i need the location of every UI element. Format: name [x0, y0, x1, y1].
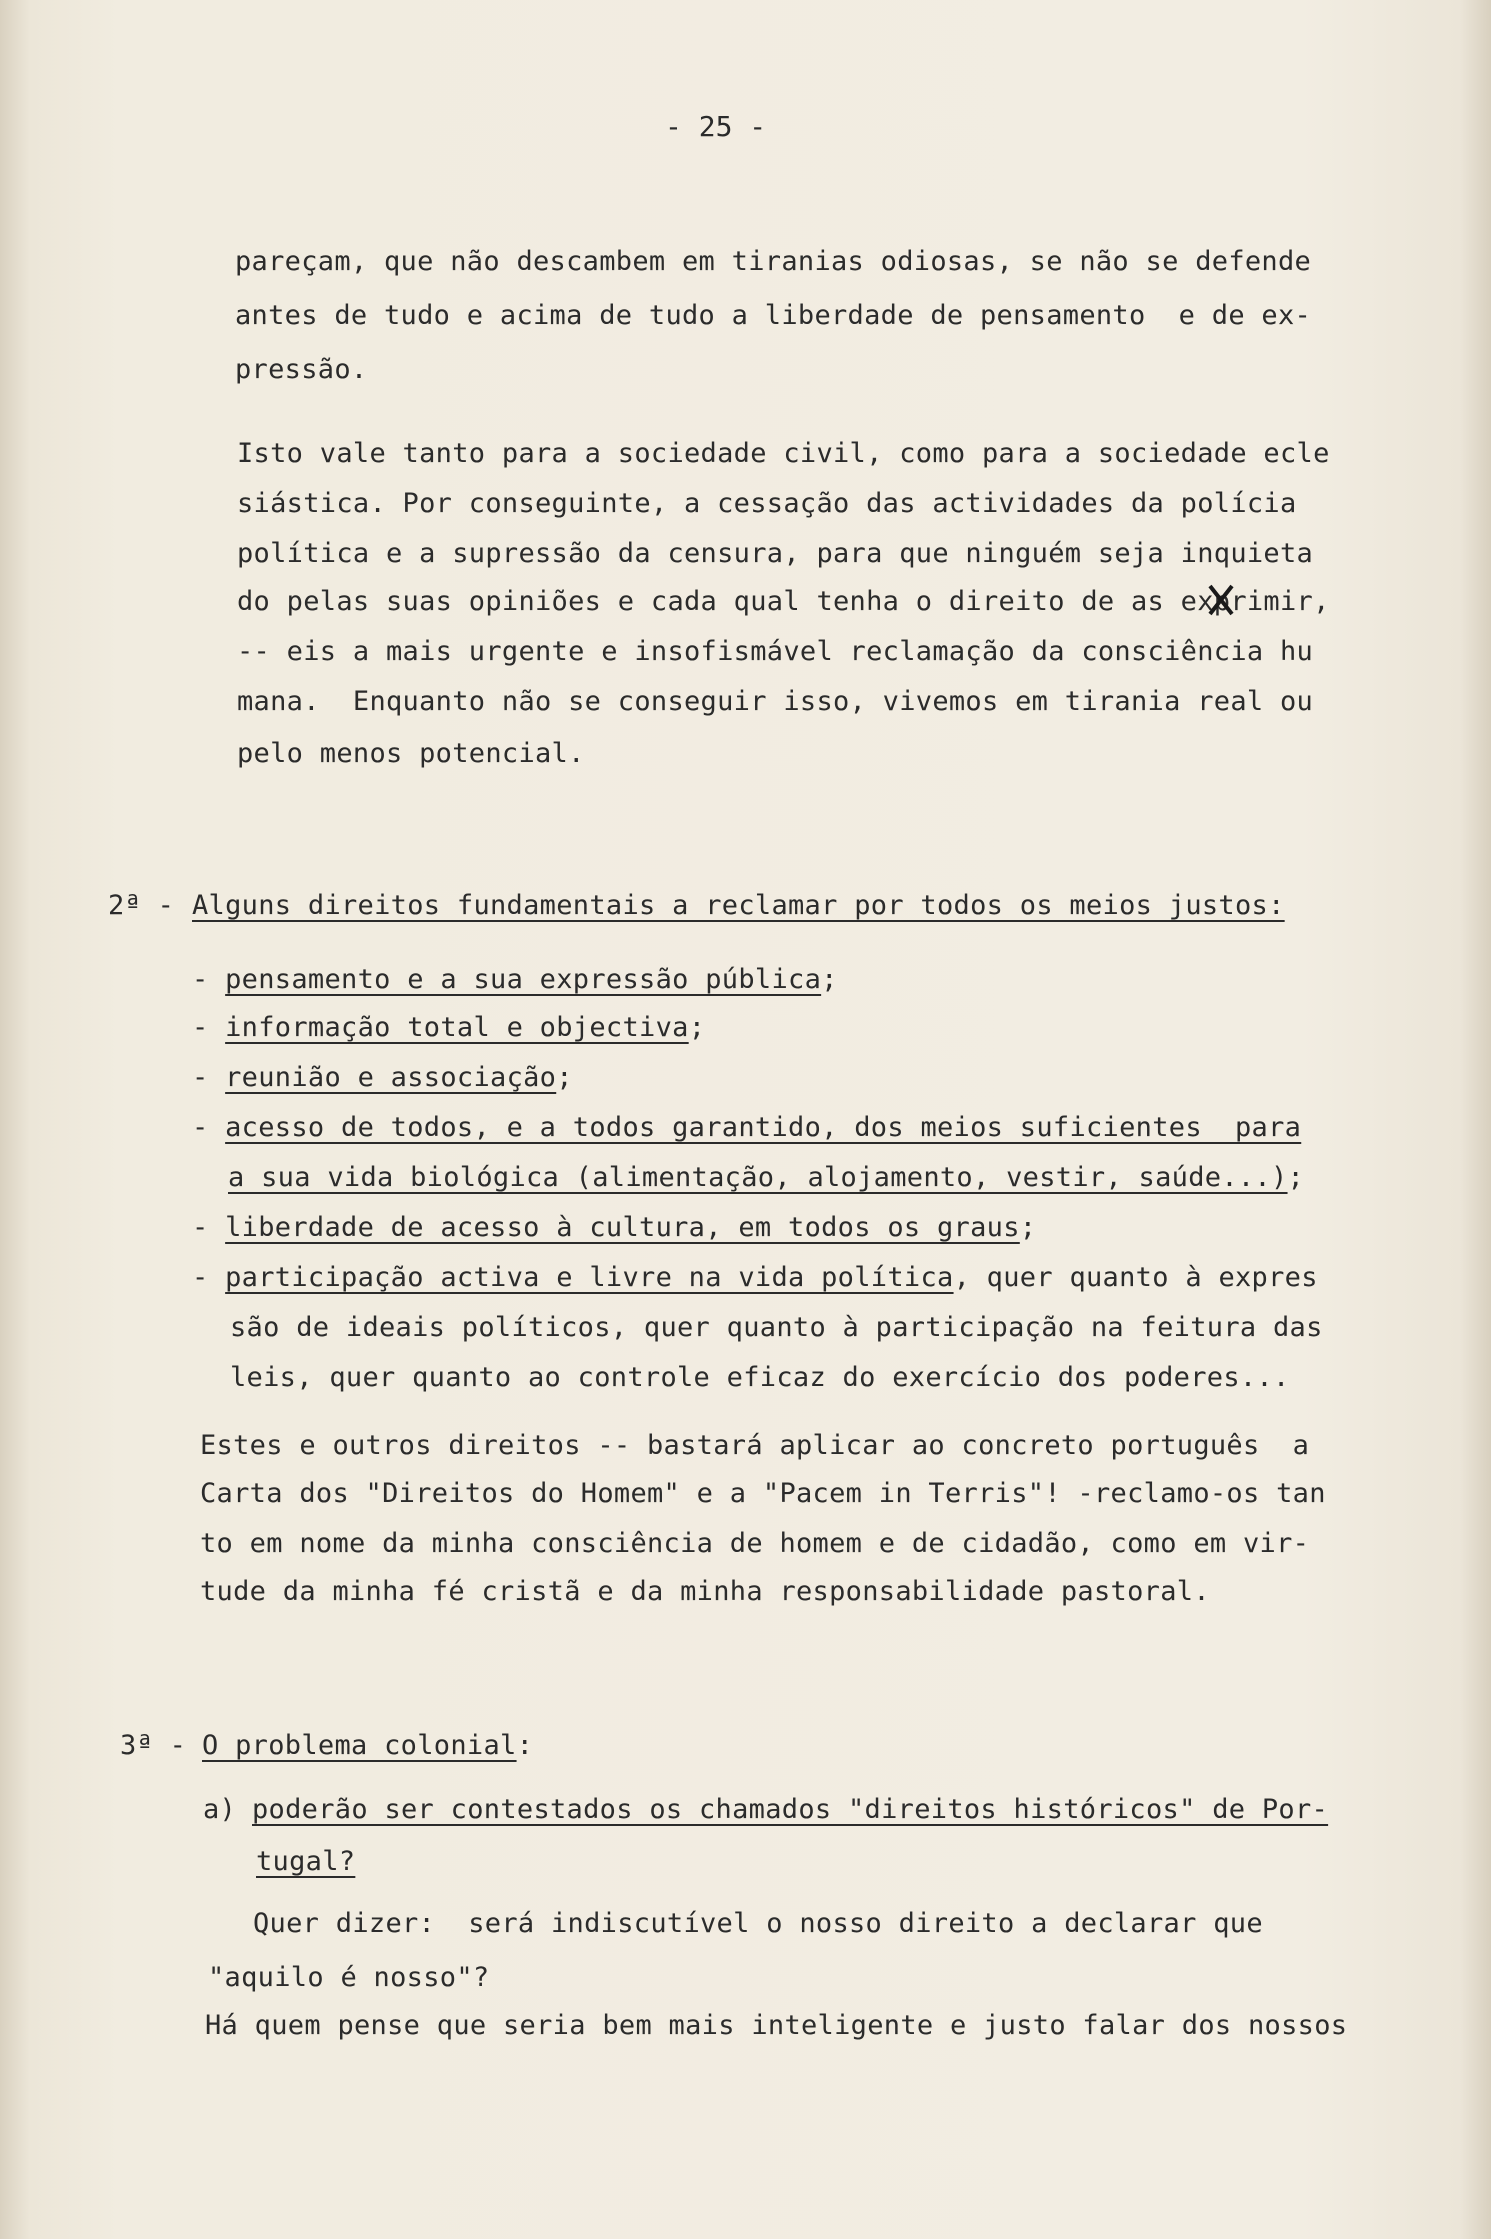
- section2-item-1: - pensamento e a sua expressão pública;: [192, 964, 838, 995]
- paragraph1-line-2: antes de tudo e acima de tudo a liberdade de pensamento e de ex-: [235, 300, 1312, 331]
- paragraph2-line-5: -- eis a mais urgente e insofismável reclamação da consciência hu: [237, 636, 1314, 667]
- section2-item-2: - informação total e objectiva;: [192, 1012, 706, 1043]
- section2-item-4-cont: a sua vida biológica (alimentação, alojamento, vestir, saúde...);: [228, 1162, 1305, 1193]
- paragraph1-line-3: pressão.: [235, 354, 368, 385]
- section2-item-5: - liberdade de acesso à cultura, em todos os graus;: [192, 1212, 1037, 1243]
- section3-sub-a-line-1: poderão ser contestados os chamados "direitos históricos" de Por-: [252, 1794, 1329, 1825]
- section2-closing-line-2: Carta dos "Direitos do Homem" e a "Pacem in Terris"! -reclamo-os tan: [200, 1478, 1326, 1509]
- section3-heading: O problema colonial:: [202, 1730, 534, 1761]
- section2-number: 2ª -: [108, 890, 175, 921]
- section3-last-line: Há quem pense que seria bem mais inteligente e justo falar dos nossos: [205, 2010, 1348, 2041]
- section2-item-6-cont-2: leis, quer quanto ao controle eficaz do exercício dos poderes...: [230, 1362, 1290, 1393]
- section2-item-6: - participação activa e livre na vida política, quer quanto à expres: [192, 1262, 1318, 1293]
- handwritten-correction-mark: [1206, 580, 1236, 620]
- paragraph2-line-1: Isto vale tanto para a sociedade civil, como para a sociedade ecle: [237, 438, 1330, 469]
- page-number: - 25 -: [665, 110, 767, 143]
- paragraph2-line-6: mana. Enquanto não se conseguir isso, vivemos em tirania real ou: [237, 686, 1314, 717]
- section2-closing-line-1: Estes e outros direitos -- bastará aplicar ao concreto português a: [200, 1430, 1310, 1461]
- section2-closing-line-3: to em nome da minha consciência de homem e de cidadão, como em vir-: [200, 1528, 1310, 1559]
- paragraph2-line-7: pelo menos potencial.: [237, 738, 585, 769]
- section2-item-3: - reunião e associação;: [192, 1062, 573, 1093]
- section2-item-6-cont-1: são de ideais políticos, quer quanto à participação na feitura das: [230, 1312, 1323, 1343]
- section3-sub-a-label: a): [203, 1794, 237, 1825]
- paragraph2-line-3: política e a supressão da censura, para que ninguém seja inquieta: [237, 538, 1314, 569]
- paragraph2-line-4: do pelas suas opiniões e cada qual tenha o direito de as exprimir,: [237, 586, 1330, 617]
- section2-closing-line-4: tude da minha fé cristã e da minha responsabilidade pastoral.: [200, 1576, 1210, 1607]
- section3-sub-a-line-2: tugal?: [256, 1846, 356, 1877]
- section2-heading: Alguns direitos fundamentais a reclamar por todos os meios justos:: [192, 890, 1285, 921]
- section3-number: 3ª -: [120, 1730, 187, 1761]
- section3-question-line-2: "aquilo é nosso"?: [208, 1962, 490, 1993]
- paragraph1-line-1: pareçam, que não descambem em tiranias odiosas, se não se defende: [235, 246, 1312, 277]
- paragraph2-line-2: siástica. Por conseguinte, a cessação das actividades da polícia: [237, 488, 1297, 519]
- section3-question-line-1: Quer dizer: será indiscutível o nosso direito a declarar que: [253, 1908, 1263, 1939]
- section2-item-4: - acesso de todos, e a todos garantido, dos meios suficientes para: [192, 1112, 1302, 1143]
